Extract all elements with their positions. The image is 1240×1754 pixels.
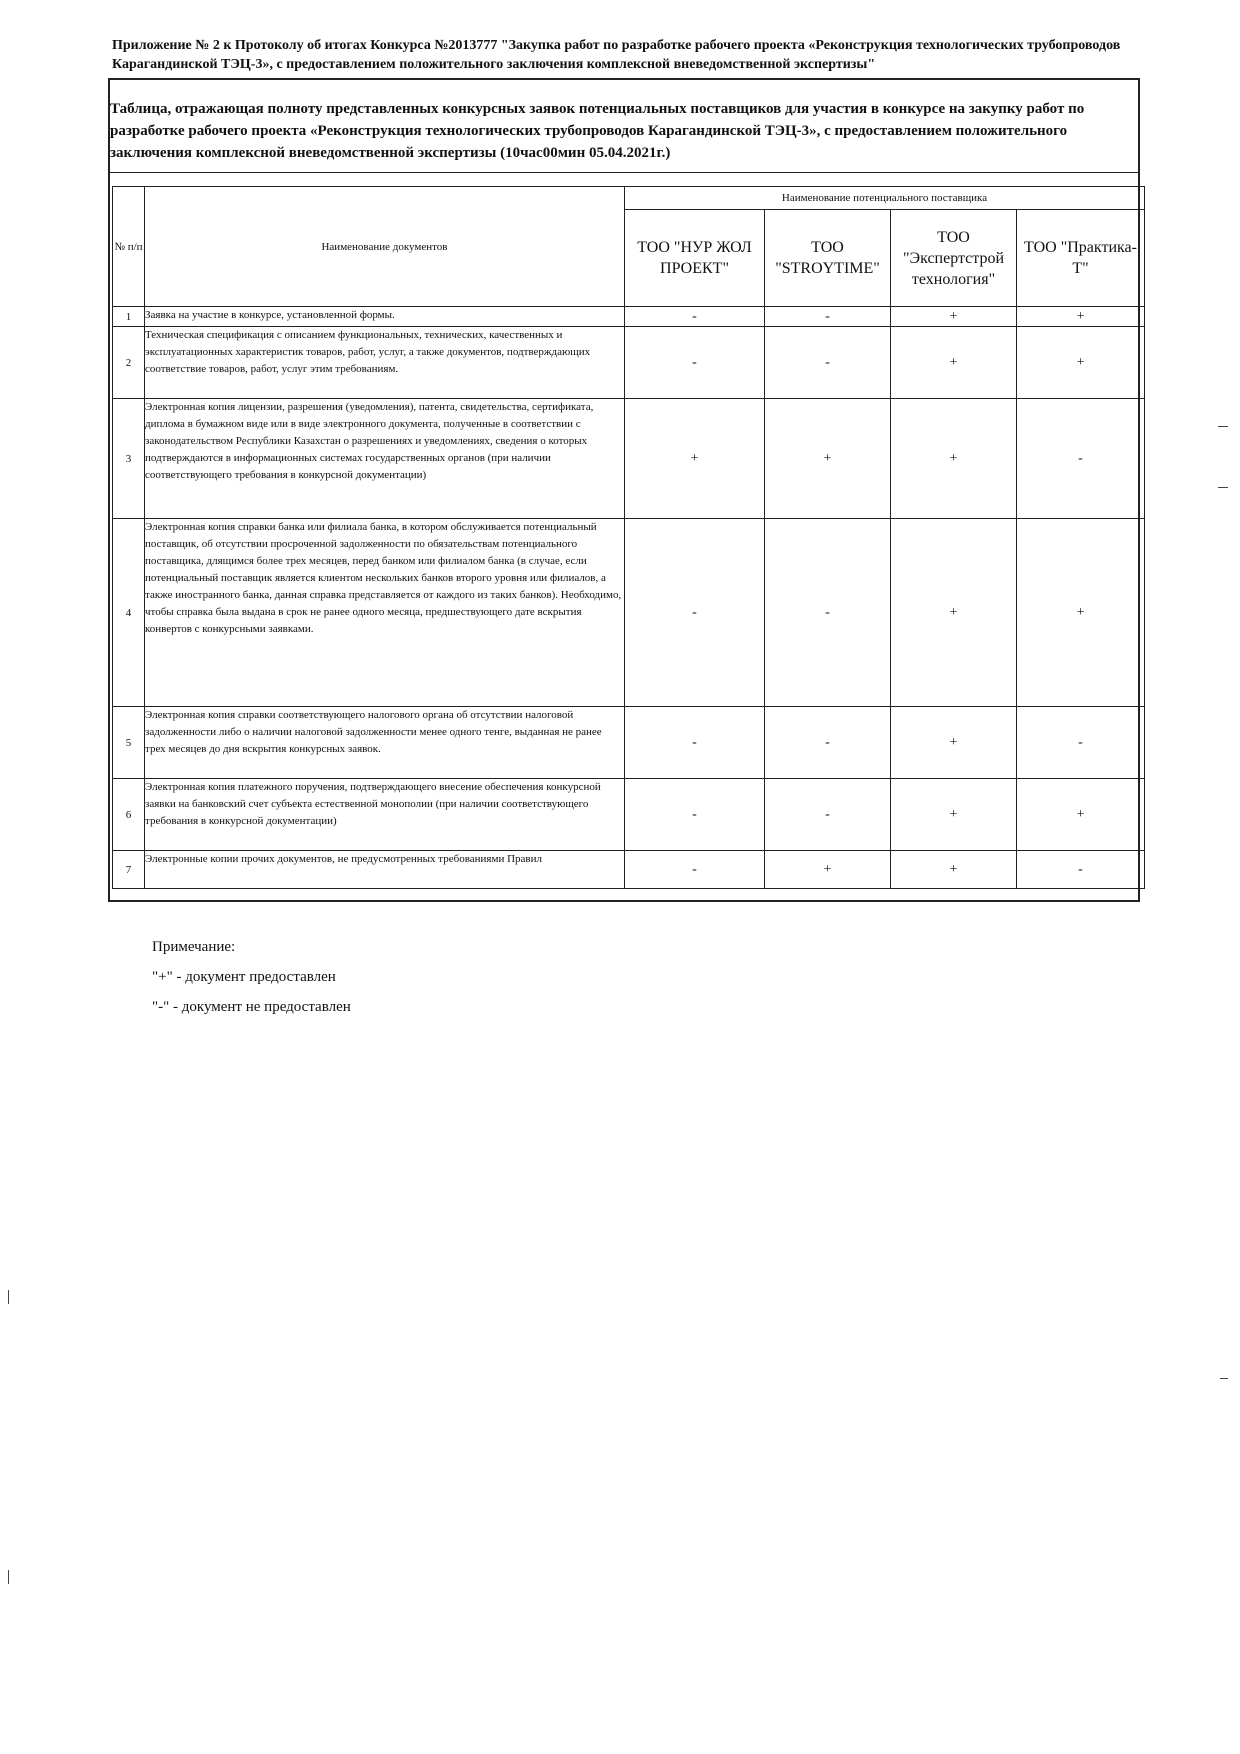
presence-mark: + bbox=[1017, 307, 1145, 327]
row-number: 2 bbox=[113, 327, 145, 399]
presence-mark: + bbox=[891, 399, 1017, 519]
document-name: Электронная копия справки банка или филиала банка, в котором обслуживается потенциальный поставщик, об отсутствии просроченной задолженности по обязательствам потенциального поставщика, длящимся более трех месяцев, перед банком или филиалом банка (в случае, если потенциальный поставщик является клиентом нескольких банков второго уровня или филиалов, а также иностранного банка, данная справка представляется от каждого из таких банков). Необходимо, чтобы справка была выдана в срок не ранее одного месяца, предшествующего дате вскрытия конвертов с конкурсными заявками. bbox=[145, 519, 625, 707]
supplier-header: ТОО "НУР ЖОЛ ПРОЕКТ" bbox=[625, 210, 765, 307]
notes-plus: "+" - документ предоставлен bbox=[152, 969, 336, 985]
row-number: 7 bbox=[113, 851, 145, 889]
title-divider bbox=[108, 172, 1140, 173]
table-row bbox=[113, 851, 1145, 889]
presence-mark: + bbox=[1017, 327, 1145, 399]
presence-mark: - bbox=[625, 519, 765, 707]
row-number: 6 bbox=[113, 779, 145, 851]
legend-notes bbox=[152, 932, 351, 1022]
presence-mark: - bbox=[625, 707, 765, 779]
table-row bbox=[113, 519, 1145, 707]
row-number: 5 bbox=[113, 707, 145, 779]
document-name: Техническая спецификация с описанием функциональных, технических, качественных и эксплуатационных характеристик товаров, работ, услуг, а также документов, подтверждающих соответствие товаров, работ, услуг этим требованиям. bbox=[145, 327, 625, 399]
notes-title: Примечание: bbox=[152, 939, 236, 955]
presence-mark: + bbox=[891, 779, 1017, 851]
row-number: 4 bbox=[113, 519, 145, 707]
column-header-supplier-group: Наименование потенциального поставщика bbox=[625, 187, 1145, 210]
presence-mark: - bbox=[765, 779, 891, 851]
presence-mark: + bbox=[891, 327, 1017, 399]
presence-mark: + bbox=[765, 399, 891, 519]
scan-artifact bbox=[1218, 487, 1228, 488]
presence-mark: - bbox=[765, 327, 891, 399]
row-number: 1 bbox=[113, 307, 145, 327]
document-name: Электронная копия лицензии, разрешения (уведомления), патента, свидетельства, сертификата, диплома в бумажном виде или в виде электронного документа, полученные в соответствии с законодательством Республики Казахстан о разрешениях и уведомлениях, сведения о которых подтверждаются в информационных системах государственных органов (при наличии соответствующего требования в конкурсной документации) bbox=[145, 399, 625, 519]
table-row bbox=[113, 779, 1145, 851]
table-title: Таблица, отражающая полноту представленных конкурсных заявок потенциальных поставщиков для участия в конкурсе на закупку работ по разработке рабочего проекта «Реконструкция технологических трубопроводов Карагандинской ТЭЦ-3», с предоставлением положительного заключения комплексной вневедомственной экспертизы (10час00мин 05.04.2021г.) bbox=[110, 101, 1085, 161]
table-row bbox=[113, 327, 1145, 399]
presence-mark: + bbox=[891, 707, 1017, 779]
scan-artifact bbox=[8, 1290, 9, 1304]
supplier-header: ТОО "STROYTIME" bbox=[765, 210, 891, 307]
presence-mark: - bbox=[765, 307, 891, 327]
scan-artifact bbox=[8, 1570, 9, 1584]
presence-mark: + bbox=[1017, 519, 1145, 707]
presence-mark: - bbox=[625, 307, 765, 327]
presence-mark: + bbox=[1017, 779, 1145, 851]
notes-minus: "-" - документ не предоставлен bbox=[152, 999, 351, 1015]
document-name: Электронная копия справки соответствующего налогового органа об отсутствии налоговой задолженности либо о наличии налоговой задолженности менее одного тенге, выданная не ранее трех месяцев до дня вскрытия конкурсных заявок. bbox=[145, 707, 625, 779]
document-name: Электронные копии прочих документов, не предусмотренных требованиями Правил bbox=[145, 851, 625, 889]
annex-header: Приложение № 2 к Протоколу об итогах Конкурса №2013777 "Закупка работ по разработке рабочего проекта «Реконструкция технологических трубопроводов Карагандинской ТЭЦ-3», с предоставлением положительного заключения комплексной вневедомственной экспертизы" bbox=[112, 38, 1121, 72]
presence-mark: - bbox=[765, 519, 891, 707]
presence-mark: + bbox=[625, 399, 765, 519]
scan-artifact bbox=[1220, 1378, 1228, 1379]
presence-mark: - bbox=[1017, 707, 1145, 779]
presence-mark: - bbox=[765, 707, 891, 779]
presence-mark: - bbox=[625, 851, 765, 889]
column-header-documents: Наименование документов bbox=[145, 187, 625, 307]
presence-mark: + bbox=[891, 851, 1017, 889]
table-row bbox=[113, 399, 1145, 519]
scan-artifact bbox=[1218, 426, 1228, 427]
presence-mark: - bbox=[1017, 851, 1145, 889]
presence-mark: - bbox=[1017, 399, 1145, 519]
completeness-table bbox=[112, 186, 1145, 889]
table-row bbox=[113, 307, 1145, 327]
column-header-number: № п/п bbox=[113, 187, 145, 307]
presence-mark: + bbox=[891, 307, 1017, 327]
presence-mark: - bbox=[625, 327, 765, 399]
supplier-header: ТОО "Экспертстрой технология" bbox=[891, 210, 1017, 307]
presence-mark: - bbox=[625, 779, 765, 851]
table-row bbox=[113, 707, 1145, 779]
supplier-header: ТОО "Практика-Т" bbox=[1017, 210, 1145, 307]
presence-mark: + bbox=[765, 851, 891, 889]
document-name: Электронная копия платежного поручения, подтверждающего внесение обеспечения конкурсной заявки на банковский счет субъекта естественной монополии (при наличии соответствующего требования в конкурсной документации) bbox=[145, 779, 625, 851]
row-number: 3 bbox=[113, 399, 145, 519]
presence-mark: + bbox=[891, 519, 1017, 707]
document-name: Заявка на участие в конкурсе, установленной формы. bbox=[145, 307, 625, 327]
